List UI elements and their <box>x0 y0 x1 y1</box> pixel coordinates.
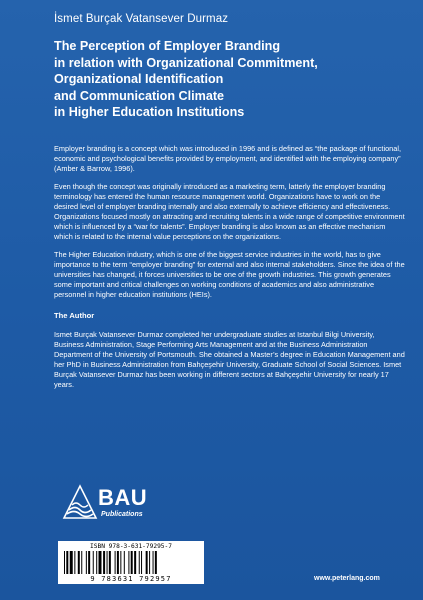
isbn-label: ISBN 978-3-631-79295-7 <box>90 543 172 550</box>
barcode-bar <box>117 551 119 574</box>
barcode-bar <box>107 551 108 574</box>
barcode-bar <box>155 551 157 574</box>
title-line: in Higher Education Institutions <box>54 105 245 120</box>
barcode-bar <box>153 551 154 574</box>
author-bio: Ismet Burçak Vatansever Durmaz completed her undergraduate studies at Istanbul Bilgi University, Business Administration, Stage Performing Arts Management and at the Business Administration Department of the University of Portsmouth. She obtained a Master’s degree in Education Management and her PhD in Business Administration from Bahçeşehir University, Graduate School of Social Sciences. Ismet Burçak Vatansever Durmaz has been working in different sectors at Bahçeşehir University for nearly 17 years. <box>54 329 405 389</box>
barcode-bar <box>134 551 136 574</box>
barcode-bar <box>93 551 94 574</box>
logo-subtitle: Publications <box>101 511 143 518</box>
barcode-bar <box>131 551 133 574</box>
barcode-bar <box>66 551 68 574</box>
title-line: in relation with Organizational Commitment, <box>54 55 318 70</box>
barcode-bar <box>96 551 97 574</box>
title-line: The Perception of Employer Branding <box>54 39 281 53</box>
logo-wordmark: BAU <box>98 485 148 510</box>
barcode-bar <box>86 551 87 574</box>
barcode-bar <box>99 551 102 574</box>
barcode-bar <box>103 551 105 574</box>
barcode-bar <box>146 551 148 574</box>
blurb-paragraph: The Higher Education industry, which is one of the biggest service industries in the world, has to give importance to the term “employer branding” for external and also internal stakeholders. Since the idea of the universities has changed, it forces universities to be one of the growth industries. This growth generates some important and critical challenges on working conditions of academics and also administrative personnel in higher education institutions (HEIs). <box>54 250 405 299</box>
blurb-paragraph: Employer branding is a concept which was introduced in 1996 and is defined as “the package of functional, economic and psychological benefits provided by employment, and identified with the employing company” (Amber & Barrow, 1996). <box>54 144 402 173</box>
barcode-bar <box>88 551 90 574</box>
barcode-digits: 9 783631 792957 <box>90 575 172 583</box>
barcode-bar <box>115 551 116 574</box>
barcode-bars <box>64 551 198 574</box>
barcode-bar <box>109 551 111 574</box>
author-name: İsmet Burçak Vatansever Durmaz <box>54 13 229 25</box>
barcode-bar <box>74 551 75 574</box>
blurb-paragraph: Even though the concept was originally introduced as a marketing term, latterly the employer branding terminology has entered the human resource management world. Organizations have to work on the desired level of employer branding internally and also externally to achieve efficiency and effectiveness. Organizations focused mostly on attracting and recruiting talents in a wide range of competitive environment which is influenced by a “war for talents”. Employer branding is also known as an effective mechanism which is related to the internal value perceptions on the organizations. <box>54 182 405 241</box>
barcode-bar <box>64 551 65 574</box>
blurb <box>54 144 406 398</box>
bau-logo <box>62 484 182 536</box>
barcode-bar <box>139 551 140 574</box>
publisher-website[interactable]: www.peterlang.com <box>314 575 380 582</box>
author-heading: The Author <box>54 311 95 321</box>
bau-wave-icon <box>62 484 98 520</box>
isbn-barcode <box>58 541 204 584</box>
barcode-bar <box>120 551 121 574</box>
barcode-bar <box>81 551 82 574</box>
barcode-bar <box>128 551 129 574</box>
title-line: Organizational Identification <box>54 72 224 87</box>
barcode-bar <box>124 551 125 574</box>
barcode-bar <box>141 551 142 574</box>
barcode-bar <box>78 551 80 574</box>
barcode-bar <box>149 551 150 574</box>
title-line: and Communication Climate <box>54 88 225 103</box>
book-title <box>54 38 394 121</box>
barcode-bar <box>70 551 73 574</box>
